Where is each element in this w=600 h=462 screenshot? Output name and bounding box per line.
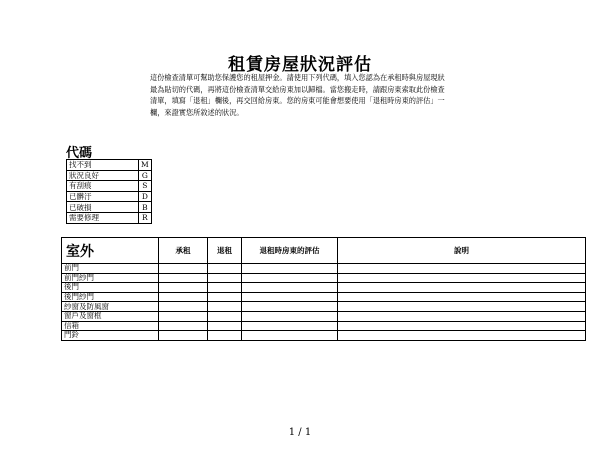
table-row xyxy=(62,264,586,274)
item-label: 後門 xyxy=(62,283,159,293)
code-row xyxy=(67,160,152,171)
code-row xyxy=(67,170,152,181)
page-number: 1 / 1 xyxy=(288,427,312,438)
move-in-cell[interactable] xyxy=(159,264,208,274)
code-row xyxy=(67,212,152,223)
code-letter: S xyxy=(139,181,152,192)
codes-heading: 代碼 xyxy=(66,146,93,161)
move-out-cell[interactable] xyxy=(208,302,242,312)
code-letter: D xyxy=(139,191,152,202)
item-label: 門鈴 xyxy=(62,331,159,341)
move-out-cell[interactable] xyxy=(208,283,242,293)
item-label: 窗戶及窗框 xyxy=(62,311,159,321)
inspection-table xyxy=(61,237,586,341)
notes-cell[interactable] xyxy=(338,273,586,283)
move-out-cell[interactable] xyxy=(208,331,242,341)
column-header-move-in: 承租 xyxy=(159,238,208,264)
move-in-cell[interactable] xyxy=(159,311,208,321)
column-header-move-out: 退租 xyxy=(208,238,242,264)
item-label: 紗窗及防風窗 xyxy=(62,302,159,312)
move-in-cell[interactable] xyxy=(159,283,208,293)
item-label: 前門 xyxy=(62,264,159,274)
code-row xyxy=(67,181,152,192)
landlord-cell[interactable] xyxy=(242,321,338,331)
notes-cell[interactable] xyxy=(338,311,586,321)
code-label: 找不到 xyxy=(67,160,139,171)
notes-cell[interactable] xyxy=(338,321,586,331)
item-label: 前門紗門 xyxy=(62,273,159,283)
code-row xyxy=(67,191,152,202)
table-row xyxy=(62,283,586,293)
move-out-cell[interactable] xyxy=(208,292,242,302)
code-label: 需要修理 xyxy=(67,212,139,223)
table-row xyxy=(62,273,586,283)
landlord-cell[interactable] xyxy=(242,302,338,312)
code-label: 已破損 xyxy=(67,202,139,213)
table-row xyxy=(62,321,586,331)
code-label: 狀況良好 xyxy=(67,170,139,181)
move-in-cell[interactable] xyxy=(159,273,208,283)
code-row xyxy=(67,202,152,213)
notes-cell[interactable] xyxy=(338,283,586,293)
item-label: 後門紗門 xyxy=(62,292,159,302)
table-row xyxy=(62,292,586,302)
code-letter: G xyxy=(139,170,152,181)
notes-cell[interactable] xyxy=(338,264,586,274)
landlord-cell[interactable] xyxy=(242,273,338,283)
move-in-cell[interactable] xyxy=(159,331,208,341)
landlord-cell[interactable] xyxy=(242,283,338,293)
move-out-cell[interactable] xyxy=(208,264,242,274)
table-row xyxy=(62,311,586,321)
table-row xyxy=(62,302,586,312)
landlord-cell[interactable] xyxy=(242,311,338,321)
move-out-cell[interactable] xyxy=(208,321,242,331)
code-letter: B xyxy=(139,202,152,213)
notes-cell[interactable] xyxy=(338,292,586,302)
page-title: 租賃房屋狀況評估 xyxy=(228,55,372,75)
notes-cell[interactable] xyxy=(338,331,586,341)
table-row xyxy=(62,331,586,341)
move-out-cell[interactable] xyxy=(208,273,242,283)
column-header-notes: 說明 xyxy=(338,238,586,264)
move-in-cell[interactable] xyxy=(159,321,208,331)
code-letter: R xyxy=(139,212,152,223)
landlord-cell[interactable] xyxy=(242,331,338,341)
intro-paragraph: 這份檢查清單可幫助您保護您的租屋押金。請使用下列代碼，填入您認為在承租時與房屋現狀最為貼切的代碼，再將這份檢查清單交給房東加以歸檔。當您搬走時，請跟房東索取此份檢查清單，填寫「退租」欄後，再交回給房東。您的房東可能會想要使用「退租時房東的評估」一欄，來證實您所敘述的狀況。 xyxy=(150,73,445,117)
move-out-cell[interactable] xyxy=(208,311,242,321)
section-heading: 室外 xyxy=(62,238,159,264)
move-in-cell[interactable] xyxy=(159,302,208,312)
landlord-cell[interactable] xyxy=(242,292,338,302)
notes-cell[interactable] xyxy=(338,302,586,312)
code-label: 已髒汙 xyxy=(67,191,139,202)
code-letter: M xyxy=(139,160,152,171)
move-in-cell[interactable] xyxy=(159,292,208,302)
table-header-row xyxy=(62,238,586,264)
item-label: 信箱 xyxy=(62,321,159,331)
codes-table xyxy=(66,159,152,224)
column-header-landlord-assessment: 退租時房東的評估 xyxy=(242,238,338,264)
landlord-cell[interactable] xyxy=(242,264,338,274)
code-label: 有刮痕 xyxy=(67,181,139,192)
